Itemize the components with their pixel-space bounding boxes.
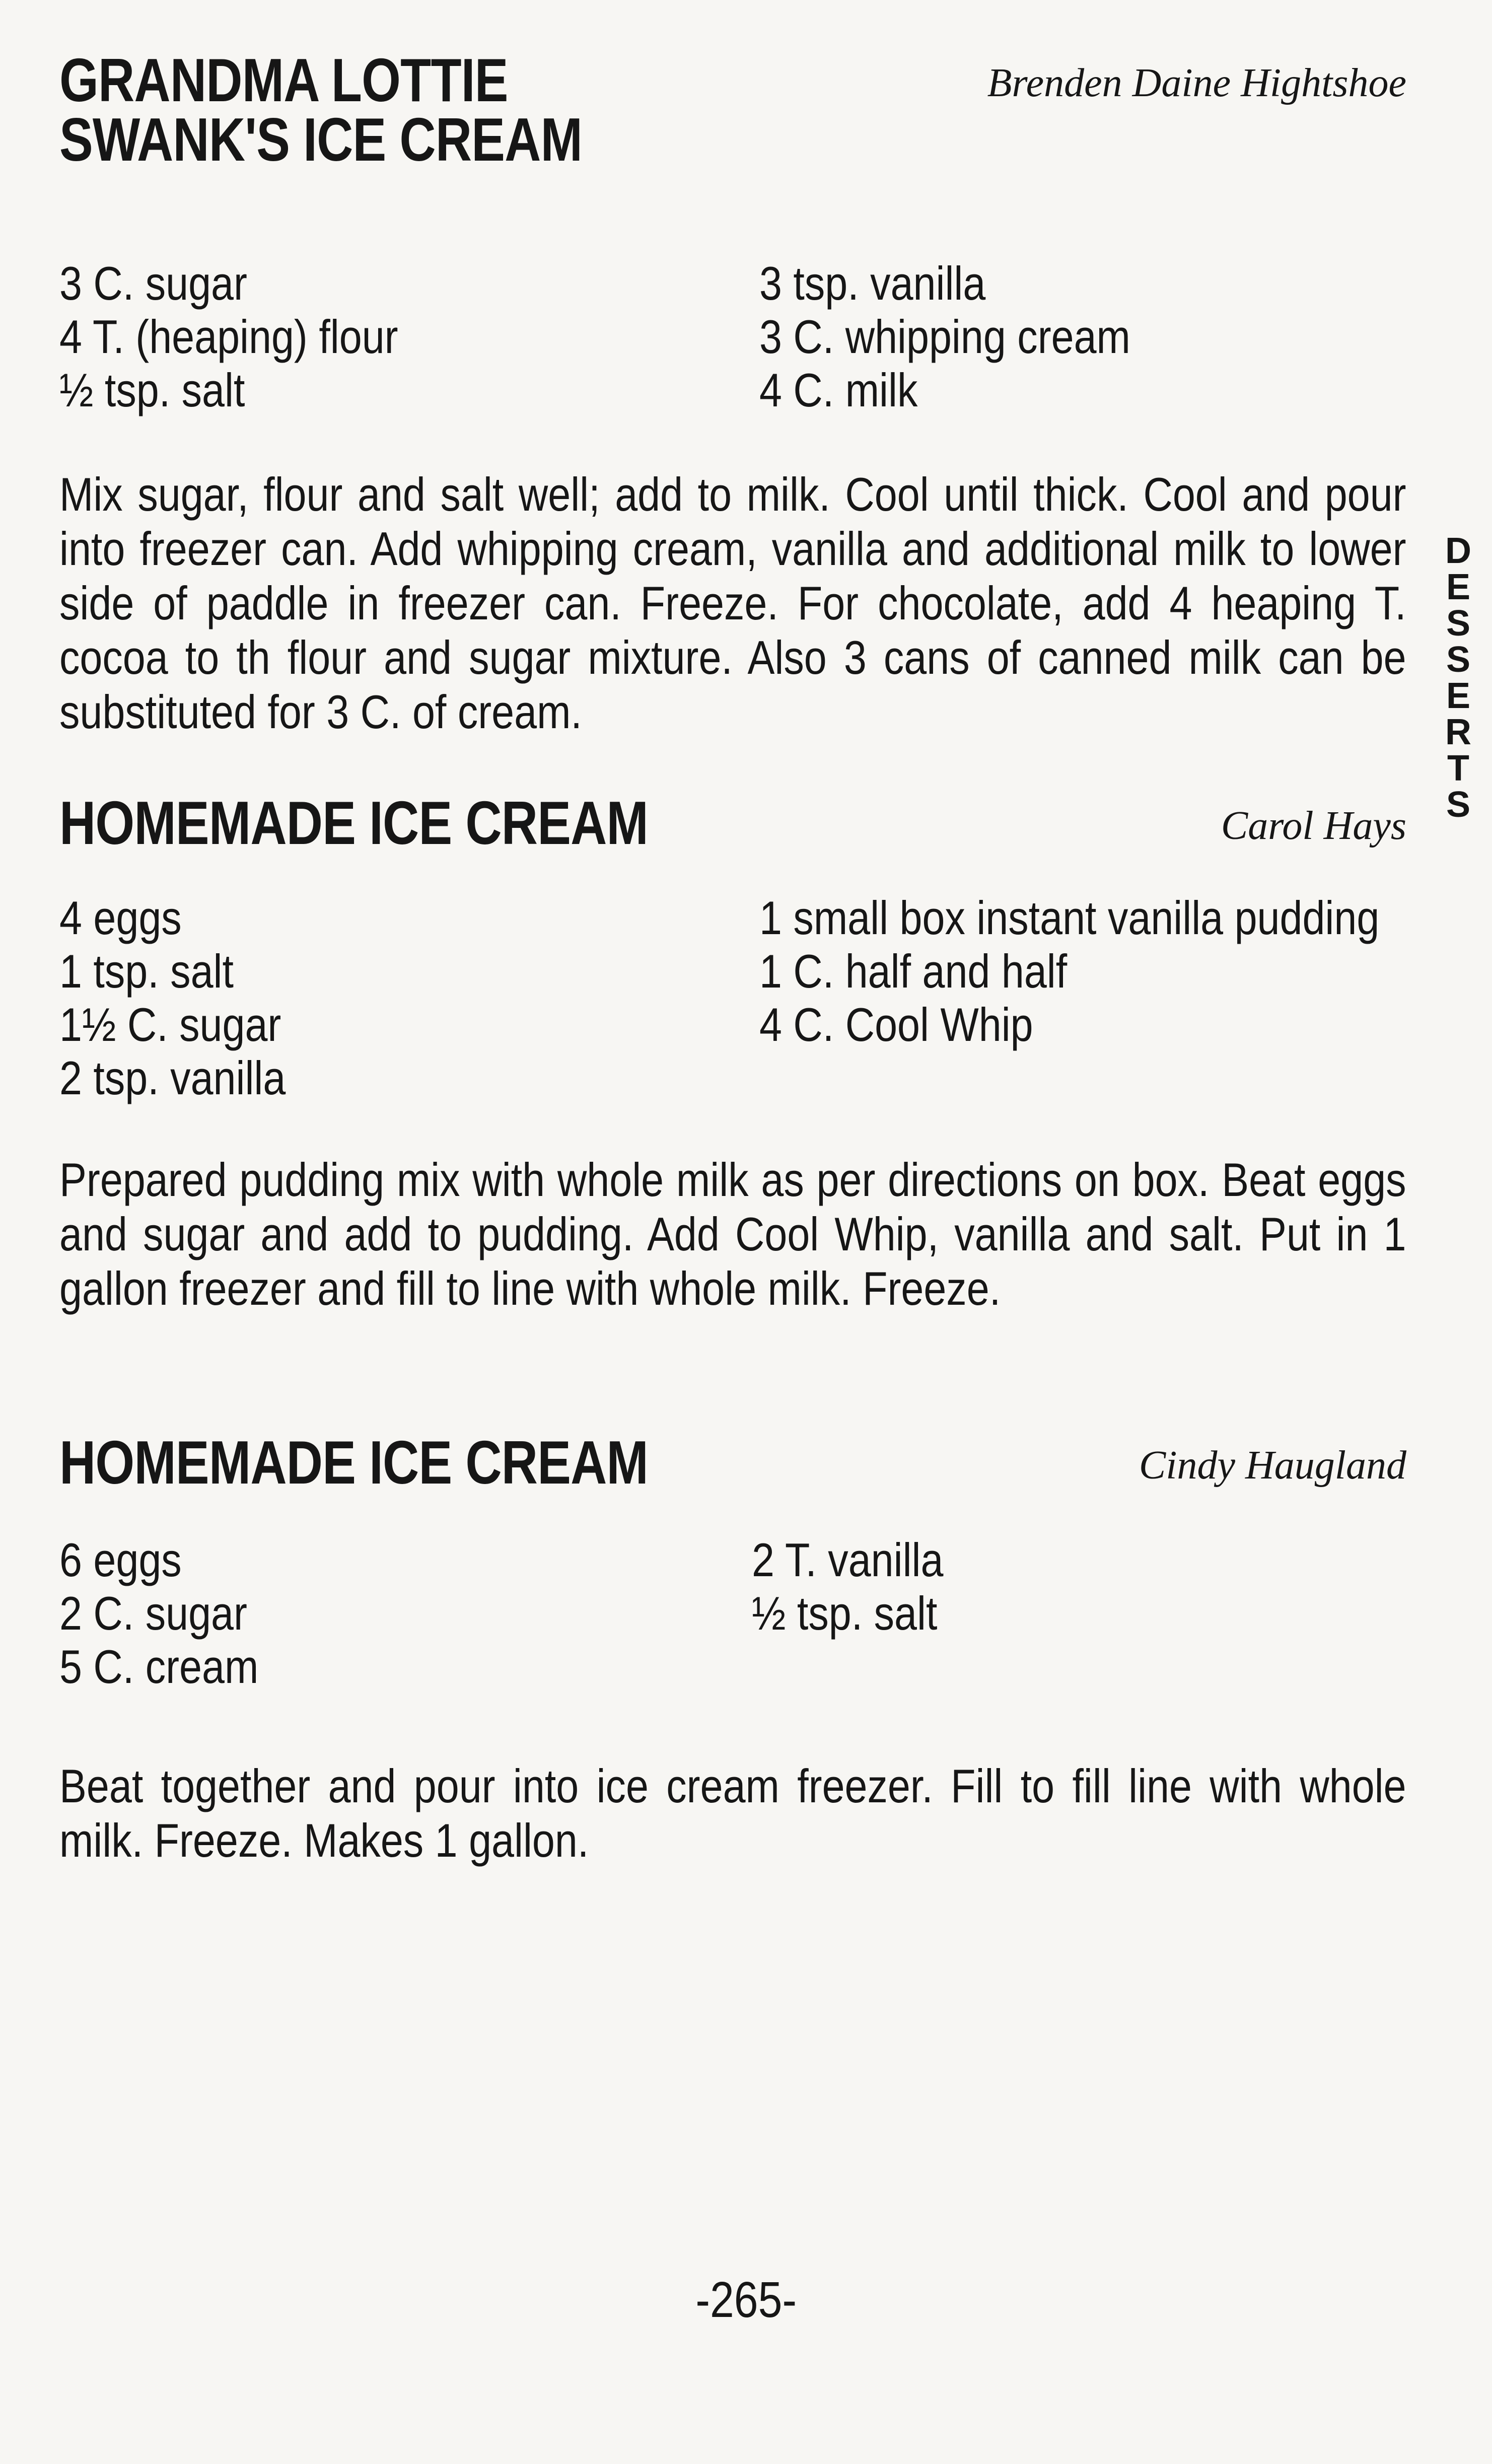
recipe-header	[59, 1428, 1406, 1497]
recipe-header	[59, 789, 1406, 857]
recipe-author: Cindy Haugland	[1139, 1443, 1406, 1488]
recipe-title	[59, 1428, 761, 1497]
ingredient	[752, 1640, 1315, 1694]
ingredient: 3 tsp. vanilla	[759, 257, 986, 310]
ingredient: 2 C. sugar	[59, 1587, 247, 1640]
recipe-title-line1: HOMEMADE ICE CREAM	[59, 789, 649, 857]
ingredient: 5 C. cream	[59, 1640, 259, 1693]
ingredient-list	[59, 257, 1406, 417]
ingredient: ½ tsp. salt	[59, 364, 245, 416]
section-tab-text: DESSERTS	[1445, 531, 1471, 825]
recipe-author: Carol Hays	[1221, 804, 1406, 848]
page-number	[0, 2272, 1492, 2328]
ingredient: 4 C. Cool Whip	[759, 998, 1033, 1051]
ingredient: 4 T. (heaping) flour	[59, 310, 398, 363]
recipe-title-line2: SWANK'S ICE CREAM	[59, 105, 583, 174]
ingredient: 3 C. sugar	[59, 257, 247, 310]
ingredient	[759, 1051, 1316, 1105]
recipe-header	[59, 46, 1406, 174]
recipe-title-line1: HOMEMADE ICE CREAM	[59, 1428, 649, 1497]
recipe-grandma-lottie	[59, 46, 1406, 739]
ingredient: 1½ C. sugar	[59, 998, 281, 1051]
ingredient: 3 C. whipping cream	[759, 310, 1130, 363]
recipe-instructions: Mix sugar, flour and salt well; add to milk. Cool until thick. Cool and pour into freezer can. Add whipping cream, vanilla and additional milk to lower side of paddle in freezer can. Freeze. For chocolate, add 4 heaping T. cocoa to th flour and sugar mixture. Also 3 cans of canned milk can be substituted for 3 C. of cream.	[59, 468, 1406, 738]
recipe-title	[59, 789, 761, 857]
recipe-instructions: Beat together and pour into ice cream freezer. Fill to fill line with whole milk. Freeze. Makes 1 gallon.	[59, 1759, 1406, 1867]
recipe-homemade-ice-cream-hays	[59, 789, 1406, 1316]
ingredient: 1 small box instant vanilla pudding	[759, 891, 1380, 944]
recipe-instructions: Prepared pudding mix with whole milk as per directions on box. Beat eggs and sugar and add to pudding. Add Cool Whip, vanilla and salt. Put in 1 gallon freezer and fill to line with whole milk. Freeze.	[59, 1153, 1406, 1315]
ingredient: 1 C. half and half	[759, 945, 1068, 998]
ingredient: 2 tsp. vanilla	[59, 1051, 286, 1104]
recipe-homemade-ice-cream-haugland	[59, 1428, 1406, 1868]
ingredient-list	[59, 891, 1406, 1105]
ingredient: 4 C. milk	[759, 364, 918, 416]
ingredient-list	[59, 1533, 1406, 1694]
ingredient: 2 T. vanilla	[752, 1533, 944, 1586]
recipe-title	[59, 46, 761, 174]
ingredient: 6 eggs	[59, 1533, 182, 1586]
ingredient: ½ tsp. salt	[752, 1587, 938, 1640]
section-tab-desserts	[1438, 533, 1478, 823]
recipe-title-line1: GRANDMA LOTTIE	[59, 46, 508, 114]
page-number-text: -265-	[695, 2272, 797, 2328]
ingredient: 1 tsp. salt	[59, 945, 234, 998]
recipe-author: Brenden Daine Hightshoe	[987, 61, 1406, 105]
ingredient: 4 eggs	[59, 891, 182, 944]
